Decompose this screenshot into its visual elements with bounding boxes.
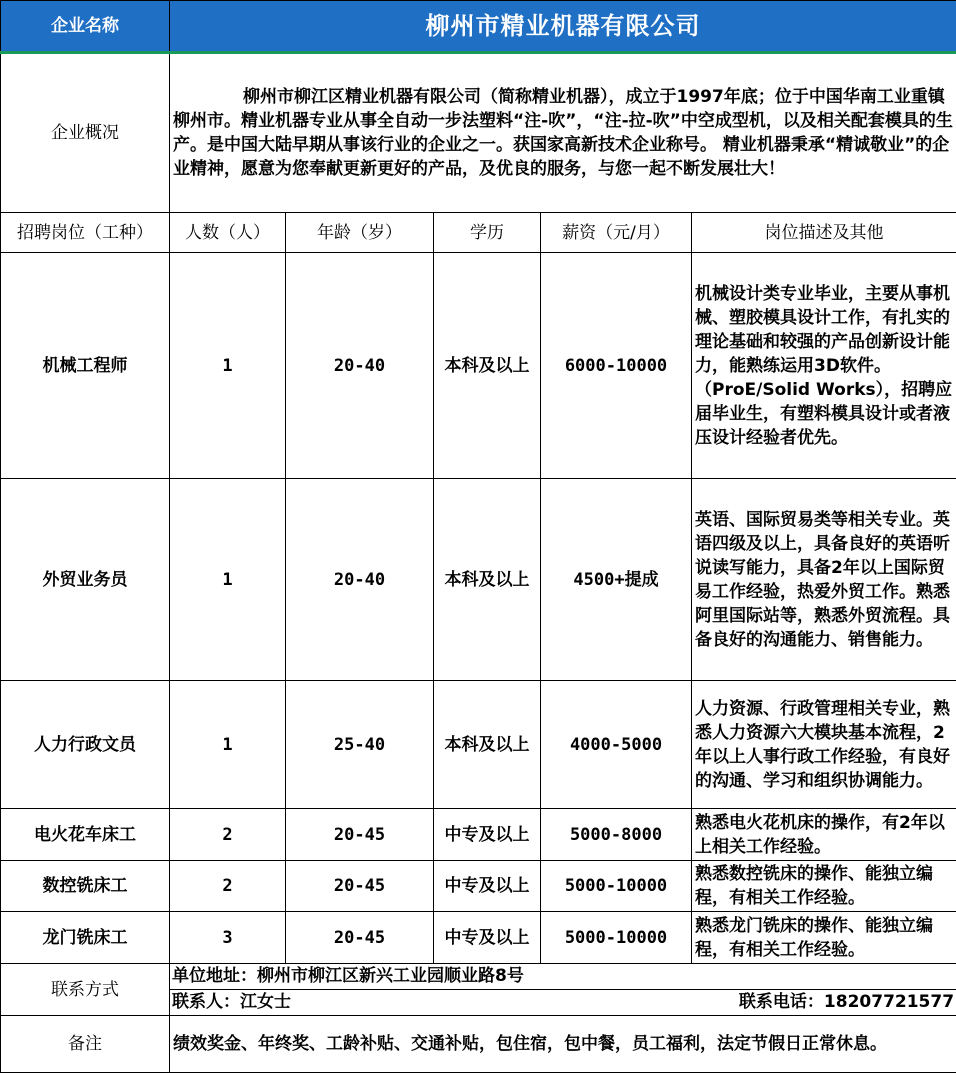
job-age: 25-40: [286, 681, 434, 809]
job-title: 外贸业务员: [1, 479, 170, 681]
job-count: 1: [170, 479, 286, 681]
contact-row: [1, 964, 956, 1016]
table-row: [1, 253, 956, 479]
job-count: 2: [170, 861, 286, 912]
col-header-position: 招聘岗位（工种）: [1, 213, 170, 253]
job-age: 20-45: [286, 861, 434, 912]
job-description: 熟悉数控铣床的操作、能独立编程，有相关工作经验。: [692, 861, 956, 912]
job-salary: 4000-5000: [541, 681, 692, 809]
col-header-description: 岗位描述及其他: [692, 213, 956, 253]
job-count: 2: [170, 809, 286, 861]
company-name: 柳州市精业机器有限公司: [170, 1, 956, 53]
job-description: 熟悉龙门铣床的操作、能独立编程，有相关工作经验。: [692, 912, 956, 964]
job-salary: 4500+提成: [541, 479, 692, 681]
job-education: 中专及以上: [434, 809, 541, 861]
table-row: [1, 479, 956, 681]
contact-person-line: [170, 989, 956, 1015]
job-age: 20-45: [286, 912, 434, 964]
job-description: 英语、国际贸易类等相关专业。英语四级及以上，具备良好的英语听说读写能力，具备2年以上国际贸易工作经验，热爱外贸工作。熟悉阿里国际站等，熟悉外贸流程。具备良好的沟通能力、销售能力。: [692, 479, 956, 681]
job-education: 中专及以上: [434, 861, 541, 912]
col-header-age: 年龄（岁）: [286, 213, 434, 253]
company-name-label: 企业名称: [1, 1, 170, 53]
job-education: 中专及以上: [434, 912, 541, 964]
contact-info: [170, 964, 956, 1016]
table-row: [1, 861, 956, 912]
remarks-text: 绩效奖金、年终奖、工龄补贴、交通补贴，包住宿，包中餐，员工福利，法定节假日正常休息。: [170, 1016, 956, 1073]
title-row: [1, 1, 956, 53]
job-title: 数控铣床工: [1, 861, 170, 912]
job-education: 本科及以上: [434, 479, 541, 681]
contact-address: 单位地址：柳州市柳江区新兴工业园顺业路8号: [172, 964, 524, 989]
remarks-label: 备注: [1, 1016, 170, 1073]
overview-label: 企业概况: [1, 53, 170, 213]
job-education: 本科及以上: [434, 253, 541, 479]
overview-text: 柳州市柳江区精业机器有限公司（简称精业机器），成立于1997年底；位于中国华南工业重镇柳州市。精业机器专业从事全自动一步法塑料“注-吹”，“注-拉-吹”中空成型机，以及相关配套模具的生产。是中国大陆早期从事该行业的企业之一。获国家高新技术企业称号。 精业机器秉承“精诚敬业”的企业精神，愿意为您奉献更新更好的产品，及优良的服务，与您一起不断发展壮大！: [170, 53, 956, 213]
contact-person: 联系人：江女士: [172, 990, 291, 1015]
job-salary: 5000-10000: [541, 861, 692, 912]
job-count: 1: [170, 681, 286, 809]
job-count: 3: [170, 912, 286, 964]
job-description: 熟悉电火花机床的操作，有2年以上相关工作经验。: [692, 809, 956, 861]
contact-label: 联系方式: [1, 964, 170, 1016]
contact-phone: 联系电话：18207721577: [739, 990, 954, 1015]
job-count: 1: [170, 253, 286, 479]
table-row: [1, 809, 956, 861]
job-age: 20-40: [286, 253, 434, 479]
job-age: 20-40: [286, 479, 434, 681]
overview-row: [1, 53, 956, 213]
job-title: 龙门铣床工: [1, 912, 170, 964]
job-description: 人力资源、行政管理相关专业，熟悉人力资源六大模块基本流程，2年以上人事行政工作经验，有良好的沟通、学习和组织协调能力。: [692, 681, 956, 809]
table-row: [1, 681, 956, 809]
job-description: 机械设计类专业毕业，主要从事机械、塑胶模具设计工作，有扎实的理论基础和较强的产品创新设计能力，能熟练运用3D软件。 （ProE/Solid Works），招聘应届毕业生，有塑料模具设计或者液压设计经验者优先。: [692, 253, 956, 479]
job-salary: 5000-10000: [541, 912, 692, 964]
column-header-row: [1, 213, 956, 253]
job-title: 人力行政文员: [1, 681, 170, 809]
job-salary: 6000-10000: [541, 253, 692, 479]
col-header-education: 学历: [434, 213, 541, 253]
table-row: [1, 912, 956, 964]
col-header-count: 人数（人）: [170, 213, 286, 253]
col-header-salary: 薪资（元/月）: [541, 213, 692, 253]
job-salary: 5000-8000: [541, 809, 692, 861]
contact-address-line: [170, 964, 956, 989]
job-age: 20-45: [286, 809, 434, 861]
job-title: 电火花车床工: [1, 809, 170, 861]
job-title: 机械工程师: [1, 253, 170, 479]
remarks-row: [1, 1016, 956, 1073]
job-education: 本科及以上: [434, 681, 541, 809]
